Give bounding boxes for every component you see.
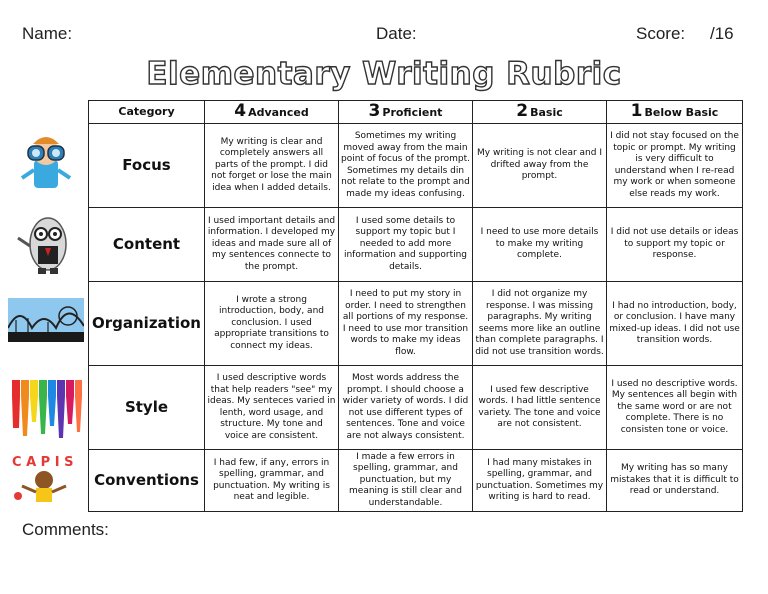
rubric-cell: I had few, if any, errors in spelling, grammar, and punctuation. My writing is neat and legible. (205, 450, 339, 512)
rubric-row-style (89, 366, 743, 450)
page-title: Elementary Writing Rubric (146, 56, 622, 92)
level-label: Advanced (248, 105, 309, 119)
rubric-table (88, 100, 743, 512)
rubric-header-row (89, 101, 743, 124)
level-number: 4 (234, 100, 247, 121)
binoculars-kid-icon (8, 126, 84, 192)
illustration-letters: C A P I S (12, 455, 74, 470)
level-label: Below Basic (644, 105, 719, 119)
rubric-cell: I did not stay focused on the topic or prompt. My writing is very difficult to understand when I re-read my work or when someone else reads my work. (607, 124, 743, 208)
rubric-cell: I did not organize my response. I was missing paragraphs. My writing seems more like an outline than complete paragraphs. I did not use transition words. (473, 282, 607, 366)
roller-coaster-icon (8, 298, 84, 342)
level-number: 2 (516, 100, 529, 121)
rubric-cell: I need to put my story in order. I need to strengthen all portions of my response. I need to use mor transition words to make my ideas flow. (339, 282, 473, 366)
rubric-cell: I wrote a strong introduction, body, and conclusion. I used appropriate transitions to connect my ideas. (205, 282, 339, 366)
rubric-cell: My writing is not clear and I drifted away from the prompt. (473, 124, 607, 208)
level-header-basic (473, 101, 607, 124)
rubric-cell: I made a few errors in spelling, grammar, and punctuation, but my meaning is still clear and understandable. (339, 450, 473, 512)
robot-character-icon (8, 208, 84, 276)
score-label: Score: (636, 24, 686, 43)
level-header-advanced (205, 101, 339, 124)
level-header-proficient (339, 101, 473, 124)
comments-label: Comments: (22, 520, 109, 539)
level-label: Proficient (382, 105, 443, 119)
level-header-below-basic (607, 101, 743, 124)
rubric-cell: I did not use details or ideas to support my topic or response. (607, 208, 743, 282)
name-label: Name: (22, 24, 73, 43)
rubric-cell: I need to use more details to make my writing complete. (473, 208, 607, 282)
score-total: /16 (710, 24, 734, 43)
level-number: 1 (630, 100, 643, 121)
rubric-cell: I used few descriptive words. I had little sentence variety. The tone and voice are not consistent. (473, 366, 607, 450)
category-cell: Conventions (89, 450, 205, 512)
category-cell: Style (89, 366, 205, 450)
rubric-row-focus (89, 124, 743, 208)
rubric-cell: My writing has so many mistakes that it is difficult to read or understand. (607, 450, 743, 512)
rubric-cell: I used descriptive words that help readers "see" my ideas. My senteces varied in lenth, word usage, and structure. My tone and voice are consistent. (205, 366, 339, 450)
level-number: 3 (368, 100, 381, 121)
date-label: Date: (376, 24, 417, 43)
category-cell: Content (89, 208, 205, 282)
rubric-cell: I had no introduction, body, or conclusion. I have many mixed-up ideas. I did not use transition words. (607, 282, 743, 366)
rubric-cell: I used important details and information. I developed my ideas and made sure all of my sentences connecte to the prompt. (205, 208, 339, 282)
rubric-cell: I used no descriptive words. My sentences all begin with the same word or are not complete. There is no consisten tone or voice. (607, 366, 743, 450)
category-header: Category (89, 101, 205, 124)
rubric-row-conventions (89, 450, 743, 512)
rubric-cell: I had many mistakes in spelling, grammar, and punctuation. Sometimes my writing is hard to read. (473, 450, 607, 512)
category-cell: Focus (89, 124, 205, 208)
rubric-cell: Sometimes my writing moved away from the main point of focus of the prompt. Sometimes my details din not relate to the prompt and made my ideas confusing. (339, 124, 473, 208)
rubric-row-content (89, 208, 743, 282)
rubric-cell: My writing is clear and completely answers all parts of the prompt. I did not forget or lose the main idea when I added details. (205, 124, 339, 208)
melted-crayons-icon (8, 378, 84, 440)
category-cell: Organization (89, 282, 205, 366)
rubric-row-organization (89, 282, 743, 366)
rubric-cell: I used some details to support my topic but I needed to add more information and supporting details. (339, 208, 473, 282)
level-label: Basic (530, 105, 563, 119)
kid-with-letters-icon (8, 452, 84, 506)
rubric-cell: Most words address the prompt. I should choose a wider variety of words. I did not use different types of sentences. Tone and voice are not always consistent. (339, 366, 473, 450)
